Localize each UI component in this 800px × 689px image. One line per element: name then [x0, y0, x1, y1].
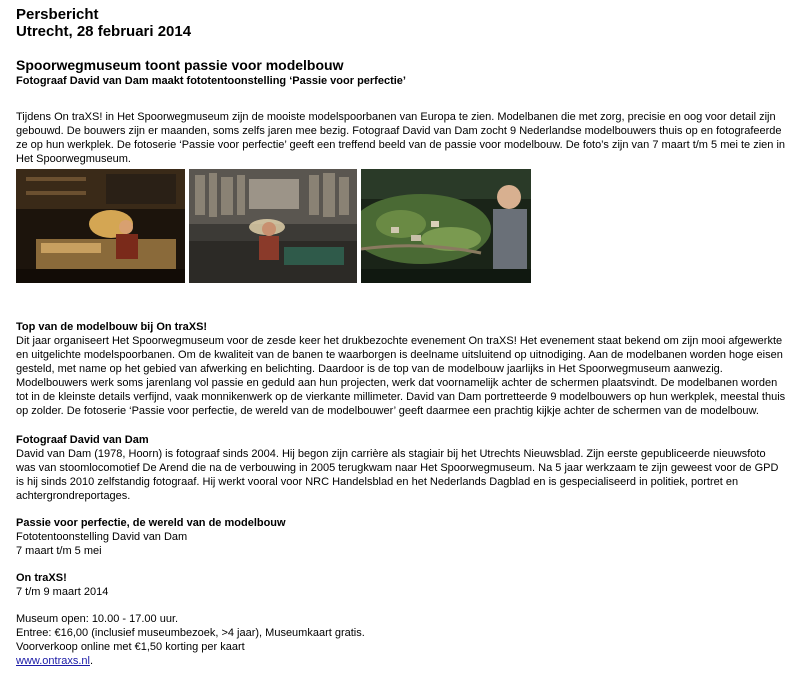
photo-modelbuilder-workshop	[16, 169, 185, 283]
event-dates: 7 t/m 9 maart 2014	[16, 586, 109, 598]
photo-modelbuilder-layout	[361, 169, 531, 283]
section-heading: Passie voor perfectie, de wereld van de modelbouw	[16, 517, 286, 529]
website-suffix: .	[89, 655, 94, 667]
press-release-label: Persbericht	[16, 6, 99, 23]
presale-info: Voorverkoop online met €1,50 korting per kaart	[16, 641, 245, 653]
page-subtitle: Fotograaf David van Dam maakt fototentoonstelling ‘Passie voor perfectie’	[16, 75, 406, 87]
section-info	[16, 612, 788, 668]
section-event	[16, 571, 788, 599]
section-exhibition	[16, 516, 788, 558]
photo-modelbuilder-workbench	[189, 169, 357, 283]
section-heading: On traXS!	[16, 572, 67, 584]
section-photographer	[16, 433, 788, 503]
website-line	[16, 654, 788, 668]
opening-hours: Museum open: 10.00 - 17.00 uur.	[16, 613, 179, 625]
page-title: Spoorwegmuseum toont passie voor modelbouw	[16, 57, 344, 73]
section-body: David van Dam (1978, Hoorn) is fotograaf sinds 2004. Hij begon zijn carrière als stagiair bij het Utrechts Nieuwsblad. Zijn eerste gepubliceerde nieuwsfoto was van stoomlocomotief De Arend die na de verbouwing in 2005 terugkwam naar Het Spoorwegmuseum. Na 5 jaar werkzaam te zijn geweest voor de GPD is hij sinds 2010 zelfstandig fotograaf. Hij werkt vooral voor NRC Handelsblad en het Nederlands Dagblad en is gespecialiseerd in politiek, portret en achtergrondreportages.	[16, 448, 779, 502]
photo-strip	[16, 169, 788, 283]
intro-paragraph: Tijdens On traXS! in Het Spoorwegmuseum zijn de mooiste modelspoorbanen van Europa te zien. Modelbanen die met zorg, precisie en oog voor detail zijn gebouwd. De bouwers zijn er maanden, soms zelfs jaren mee bezig. Fotograaf David van Dam zocht 9 Nederlandse modelbouwers thuis op en fotografeerde ze op hun werkplek. De fotoserie ‘Passie voor perfectie’ geeft een treffend beeld van de passie voor modelbouw. De foto’s zijn van 7 maart t/m 5 mei te zien in Het Spoorwegmuseum.	[16, 111, 786, 165]
section-heading: Top van de modelbouw bij On traXS!	[16, 321, 208, 333]
section-body: Dit jaar organiseert Het Spoorwegmuseum voor de zesde keer het drukbezochte evenement On traXS! Het evenement staat bekend om zijn mooi afgewerkte en uitgelichte modelspoorbanen. Om de kwaliteit van de banen te waarborgen is deelname uitsluitend op uitnodiging. Aan de modelbanen worden hoge eisen gesteld, met name op het gebied van afwerking en belichting. Daardoor is de top van de modelbouw jaarlijks in Het Spoorwegmuseum aanwezig. Modelbouwers werk soms jarenlang vol passie en geduld aan hun projecten, werk dat voornamelijk achter de schermen plaatsvindt. De modelbanen worden tot in de kleinste details verfijnd, vaak monnikenwerk op de vierkante millimeter. David van Dam portretteerde 9 modelbouwers op hun werkplek, meestal thuis op zolder. De fotoserie ‘Passie voor perfectie, de wereld van de modelbouwer’ geeft daarmee een prachtig kijkje achter de schermen van de modelbouw.	[16, 335, 786, 417]
entrance-fee: Entree: €16,00 (inclusief museumbezoek, >4 jaar), Museumkaart gratis.	[16, 627, 365, 639]
website-link[interactable]: www.ontraxs.nl	[16, 655, 90, 667]
section-heading: Fotograaf David van Dam	[16, 434, 149, 446]
press-release	[16, 6, 788, 668]
exhibition-line: Fototentoonstelling David van Dam	[16, 531, 188, 543]
press-release-date: Utrecht, 28 februari 2014	[16, 23, 192, 40]
section-top-modelbouw	[16, 320, 788, 418]
exhibition-dates: 7 maart t/m 5 mei	[16, 545, 102, 557]
